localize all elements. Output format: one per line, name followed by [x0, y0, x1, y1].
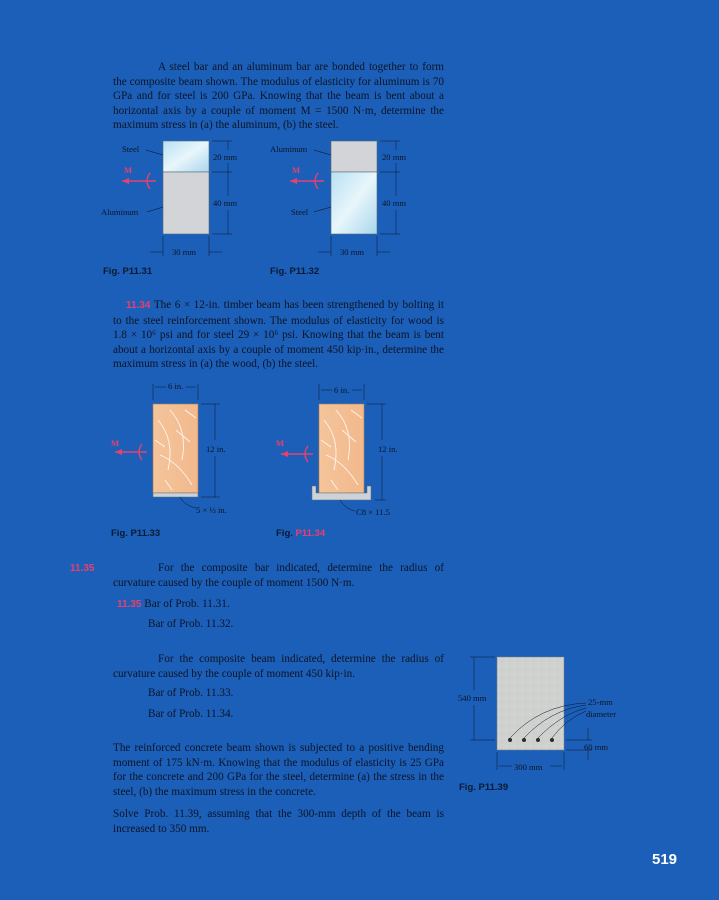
caption-p11-31: Fig. P11.31: [103, 266, 153, 277]
dim-6in: 6 in.: [168, 381, 184, 391]
dim-6in: 6 in.: [334, 385, 350, 395]
moment-label: M: [276, 438, 285, 448]
moment-label: M: [292, 165, 301, 175]
dim-540mm: 540 mm: [458, 693, 487, 703]
caption-p11-33: Fig. P11.33: [111, 528, 161, 539]
page-number: 519: [652, 851, 678, 868]
bar-size-label: 25-mm: [588, 697, 613, 707]
problem-11-35-a: [117, 597, 417, 613]
caption-p11-39: Fig. P11.39: [459, 782, 509, 793]
problem-11-37-b: Bar of Prob. 11.34.: [148, 708, 234, 720]
label-steel-bottom: Steel: [291, 207, 309, 217]
subpart-text: Bar of Prob. 11.31.: [144, 598, 230, 610]
bar-diameter-label: diameter: [586, 709, 617, 719]
dim-30mm: 30 mm: [340, 247, 365, 257]
moment-label: M: [124, 165, 133, 175]
caption-prefix: Fig.: [276, 528, 293, 539]
label-aluminum-bottom: Aluminum: [101, 207, 139, 217]
problem-body: The 6 × 12-in. timber beam has been strengthened by bolting it to the steel reinforcement shown. The modulus of elasticity for wood is 1.8 × 10⁶ psi and for steel 29 × 10⁶ psi. Knowing that the beam is bent about a horizontal axis by a couple of moment 450 kip·in., determine the maximum stress in (a) the wood, (b) the steel.: [113, 299, 444, 371]
problem-11-31-text: A steel bar and an aluminum bar are bonded together to form the composite beam shown. The modulus of elasticity for aluminum is 70 GPa and for steel is 200 GPa. Knowing that the beam is bent about a horizontal axis by a couple of moment M = 1500 N·m, determine the maximum stress in (a) the aluminum, (b) the steel.: [113, 61, 444, 132]
label-steel-top: Steel: [122, 144, 140, 154]
problem-11-35-text: For the composite bar indicated, determine the radius of curvature caused by the couple of moment 1500 N·m.: [113, 562, 444, 589]
dim-12in: 12 in.: [378, 444, 398, 454]
caption-p11-32: Fig. P11.32: [270, 266, 320, 277]
problem-11-35-b: Bar of Prob. 11.32.: [148, 618, 234, 630]
dim-20mm: 20 mm: [213, 152, 238, 162]
problem-11-37-text: For the composite beam indicated, determine the radius of curvature caused by the couple of moment 450 kip·in.: [113, 653, 444, 680]
label-aluminum-top: Aluminum: [270, 144, 308, 154]
moment-label: M: [111, 438, 120, 448]
problem-number: 11.35: [70, 563, 95, 574]
caption-p11-34: [276, 528, 325, 539]
problem-number: 11.34: [126, 300, 151, 311]
dim-300mm: 300 mm: [514, 762, 543, 772]
problem-11-39-text: The reinforced concrete beam shown is subjected to a positive bending moment of 175 kN·m. Knowing that the modulus of elasticity is 25 GPa for the concrete and 200 GPa for the steel, determine (a) the stress in the steel, (b) the maximum stress in the concrete.: [113, 742, 444, 798]
problem-11-37-a: Bar of Prob. 11.33.: [148, 687, 234, 699]
problem-11-34-text: [113, 298, 444, 372]
channel-label: C8 × 11.5: [356, 507, 390, 517]
caption-number: P11.34: [295, 528, 326, 539]
dim-40mm: 40 mm: [382, 198, 407, 208]
dim-20mm: 20 mm: [382, 152, 407, 162]
dim-40mm: 40 mm: [213, 198, 238, 208]
problem-11-40-text: Solve Prob. 11.39, assuming that the 300-mm depth of the beam is increased to 350 mm.: [113, 808, 444, 835]
plate-label: 5 × ½ in.: [196, 505, 227, 515]
dim-30mm: 30 mm: [172, 247, 197, 257]
dim-12in: 12 in.: [206, 444, 226, 454]
subpart-number: 11.35: [117, 599, 142, 610]
dim-60mm: 60 mm: [584, 742, 609, 752]
